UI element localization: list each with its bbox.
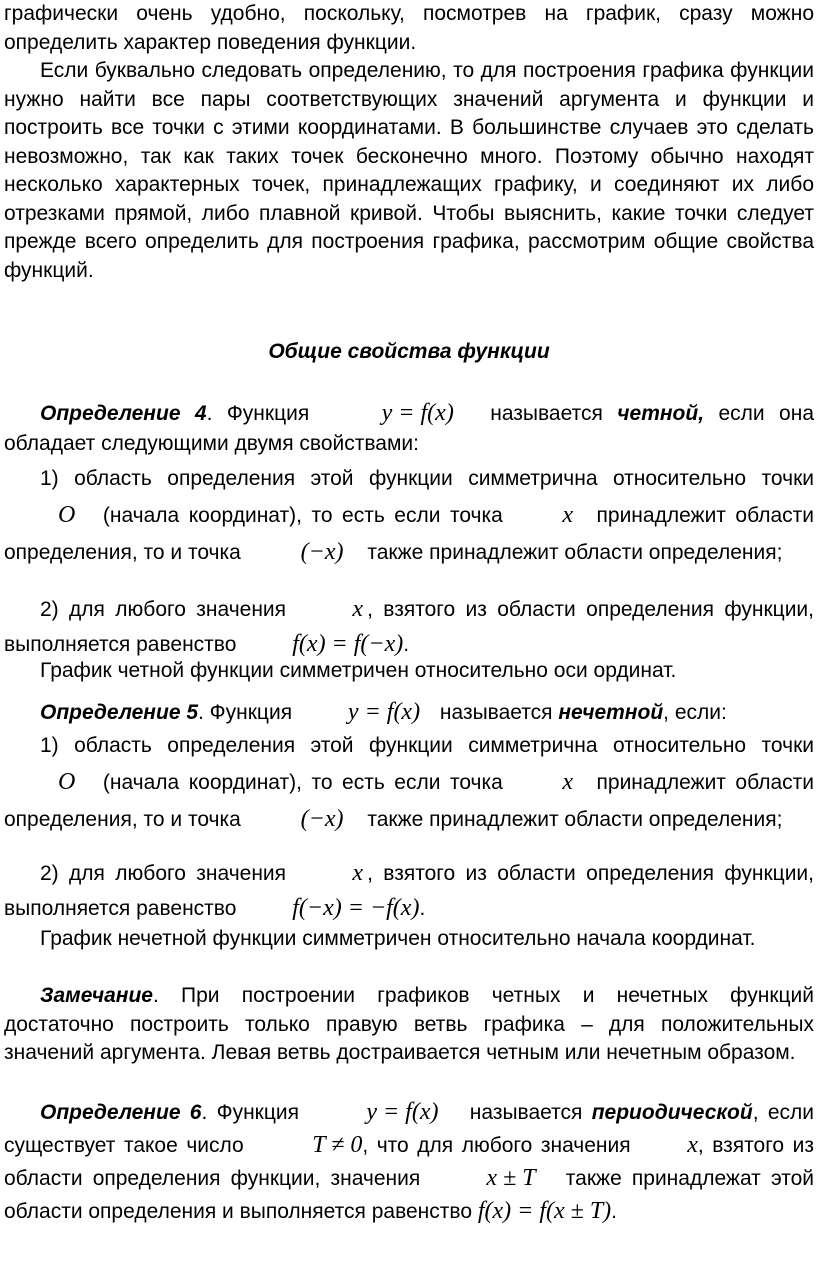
formula-odd-equality: f(−x) = −f(x): [292, 895, 420, 921]
definition-6-title: Определение 6: [40, 1101, 202, 1124]
term-periodic: периодической: [591, 1101, 753, 1124]
intro-paragraph-1: графически очень удобно, поскольку, посмотрев на график, сразу можно определить характер поведения функции.: [4, 2, 814, 54]
period-T-nonzero: T ≠ 0: [312, 1132, 363, 1158]
definition-5-graph-note: График нечетной функции симметричен относительно начала координат.: [40, 927, 756, 950]
definition-6: Определение 6. Функция y = f(x) называется периодической, если существует такое число T ≠ 0, что для любого значения x, взятого из области определения функции, значения x ± T также принадлежат этой области определения и выполняется равенство f(x) = f(x ± T).: [4, 1096, 814, 1228]
var-x: x: [562, 769, 573, 795]
formula-periodic-equality: f(x) = f(x ± T): [477, 1198, 612, 1224]
definition-4-graph-note: График четной функции симметричен относительно оси ординат.: [40, 659, 677, 682]
section-heading: Общие свойства функции: [268, 340, 550, 363]
term-even: четной,: [617, 402, 705, 425]
remark-title: Замечание: [40, 984, 153, 1007]
definition-5: Определение 5. Функция y = f(x) называется нечетной, если:: [40, 699, 727, 725]
formula-y-fx: y = f(x): [347, 699, 421, 725]
definition-4: Определение 4. Функция y = f(x) называется четной, если она обладает следующими двумя свойствами:: [4, 400, 814, 455]
definition-4-title: Определение 4: [40, 402, 207, 425]
point-O: O: [58, 769, 76, 795]
var-neg-x: (−x): [300, 539, 344, 565]
intro-paragraph-2: Если буквально следовать определению, то для построения графика функции нужно найти все пары соответствующих значений аргумента и функции и построить все точки с этими координатами. В большинстве случаев это сделать невозможно, так как таких точек бесконечно много. Поэтому обычно находят несколько характерных точек, принадлежащих графику, и соединяют их либо отрезками прямой, либо плавной кривой. Чтобы выяснить, какие точки следует прежде всего определить для построения графика, рассмотрим общие свойства функций.: [4, 59, 814, 282]
formula-even-equality: f(x) = f(−x): [292, 631, 404, 657]
formula-y-fx: y = f(x): [366, 1099, 439, 1125]
definition-4-condition-1: 1) область определения этой функции симметрична относительно точки O (начала координат), то есть если точка x принадлежит области определения, то и точка (−x) также принадлежит области определения;: [4, 460, 814, 571]
var-x-plus-minus-T: x ± T: [486, 1165, 536, 1191]
var-neg-x: (−x): [300, 806, 344, 832]
var-x: x: [352, 860, 364, 886]
var-x: x: [352, 596, 364, 622]
definition-5-condition-2: 2) для любого значения x , взятого из области определения функции, выполняется равенство f(−x) = −f(x).: [4, 856, 814, 926]
remark: Замечание. При построении графиков четных и нечетных функций достаточно построить только правую ветвь графика – для положительных значений аргумента. Левая ветвь достраивается четным или нечетным образом.: [4, 984, 814, 1064]
term-odd: нечетной: [558, 701, 664, 724]
definition-5-title: Определение 5: [40, 701, 199, 724]
formula-y-fx: y = f(x): [381, 400, 454, 426]
point-O: O: [58, 502, 76, 528]
var-x: x: [562, 502, 573, 528]
definition-5-condition-1: 1) область определения этой функции симметрична относительно точки O (начала координат), то есть если точка x принадлежит области определения, то и точка (−x) также принадлежит области определения;: [4, 727, 814, 838]
var-x: x: [687, 1132, 698, 1158]
definition-4-condition-2: 2) для любого значения x , взятого из области определения функции, выполняется равенство f(x) = f(−x).: [4, 592, 814, 662]
